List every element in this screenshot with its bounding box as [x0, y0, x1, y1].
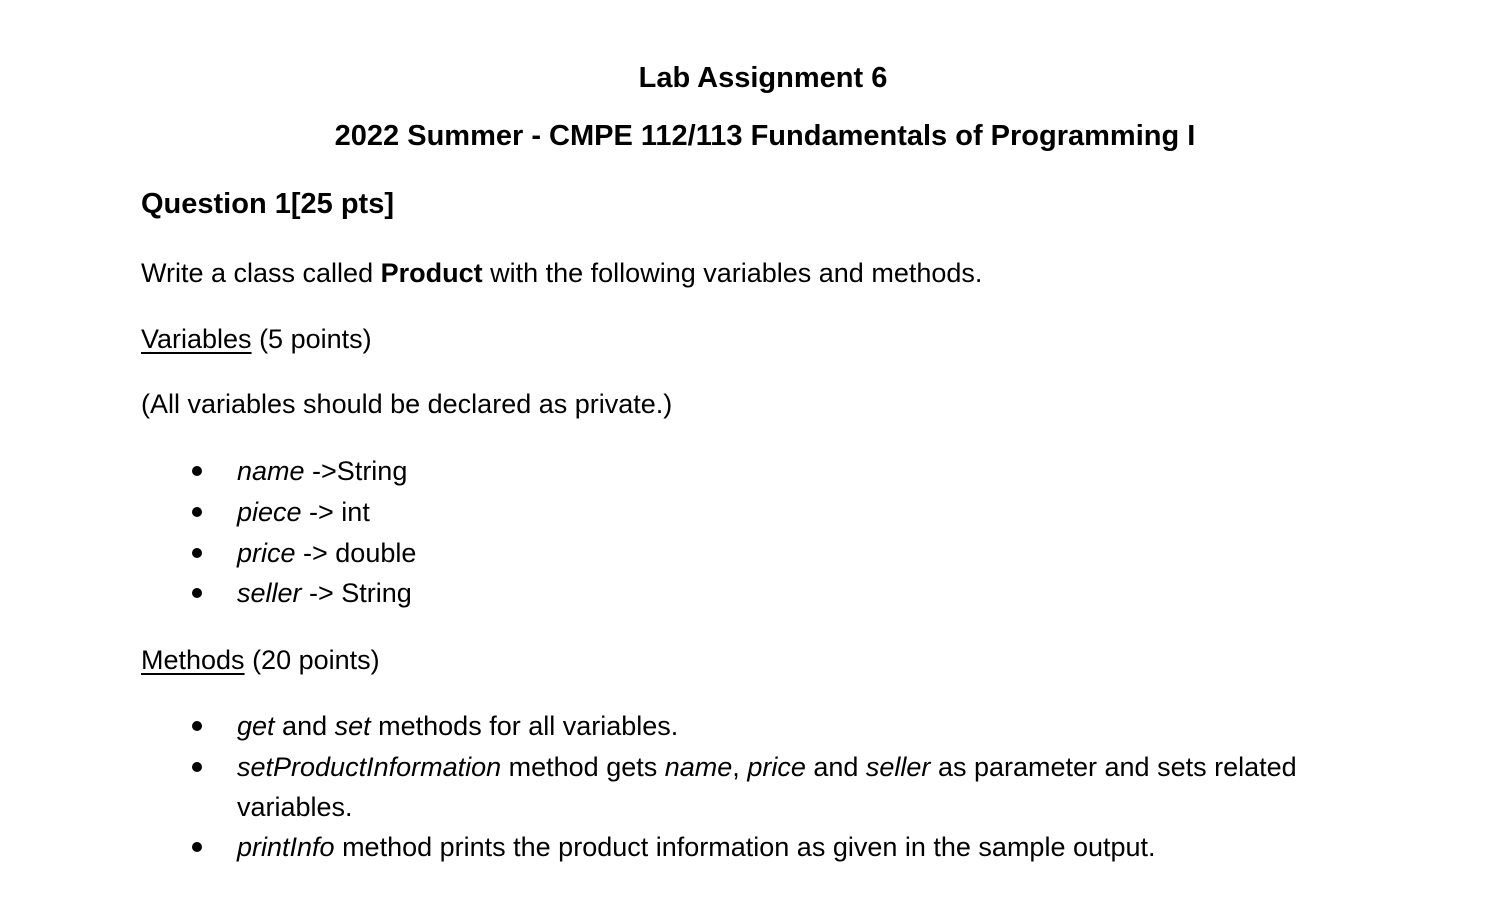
variable-type: ->String	[304, 456, 408, 486]
bullet-icon	[192, 842, 202, 852]
bullet-icon	[192, 762, 202, 772]
method-text-italic: printInfo	[237, 832, 335, 862]
method-text-italic: price	[747, 752, 806, 782]
variable-item	[237, 573, 412, 613]
method-text: as parameter and sets related variables.	[237, 752, 1297, 822]
bullet-icon	[192, 588, 202, 598]
method-text-italic: get	[237, 711, 275, 741]
question-intro	[141, 256, 982, 290]
variable-name: seller	[237, 578, 302, 608]
methods-heading-label: Methods	[141, 645, 245, 675]
variable-name: price	[237, 538, 296, 568]
method-text-italic: set	[334, 711, 371, 741]
method-text: method gets	[501, 752, 665, 782]
variable-type: -> double	[295, 538, 417, 568]
intro-class-name: Product	[380, 258, 483, 288]
method-text-italic: setProductInformation	[237, 752, 502, 782]
document-title: Lab Assignment 6	[638, 62, 888, 94]
method-text: method prints the product information as given in the sample output.	[334, 832, 1156, 862]
bullet-icon	[192, 721, 202, 731]
method-item	[237, 747, 1397, 827]
variable-type: -> int	[301, 497, 370, 527]
method-text: and	[274, 711, 335, 741]
variable-type: -> String	[301, 578, 412, 608]
method-text-italic: name	[664, 752, 733, 782]
course-title: 2022 Summer - CMPE 112/113 Fundamentals of Programming I	[334, 120, 1196, 152]
bullet-icon	[192, 548, 202, 558]
variable-name: name	[237, 456, 305, 486]
bullet-icon	[192, 507, 202, 517]
bullet-icon	[192, 466, 202, 476]
variables-points: (5 points)	[251, 324, 372, 354]
method-text: ,	[732, 752, 748, 782]
method-text: methods for all variables.	[370, 711, 679, 741]
variables-heading	[141, 322, 372, 356]
method-item	[237, 706, 678, 746]
question-heading: Question 1[25 pts]	[141, 188, 394, 220]
variable-name: piece	[237, 497, 302, 527]
methods-heading	[141, 643, 380, 677]
intro-prefix: Write a class called	[141, 258, 381, 288]
method-item	[237, 827, 1156, 867]
variable-item	[237, 533, 416, 573]
variables-note: (All variables should be declared as private.)	[141, 389, 673, 419]
method-text-italic: seller	[865, 752, 931, 782]
variables-heading-label: Variables	[141, 324, 252, 354]
variable-item	[237, 492, 370, 532]
variable-item	[237, 451, 407, 491]
methods-points: (20 points)	[244, 645, 380, 675]
method-text: and	[805, 752, 866, 782]
intro-suffix: with the following variables and methods.	[482, 258, 983, 288]
